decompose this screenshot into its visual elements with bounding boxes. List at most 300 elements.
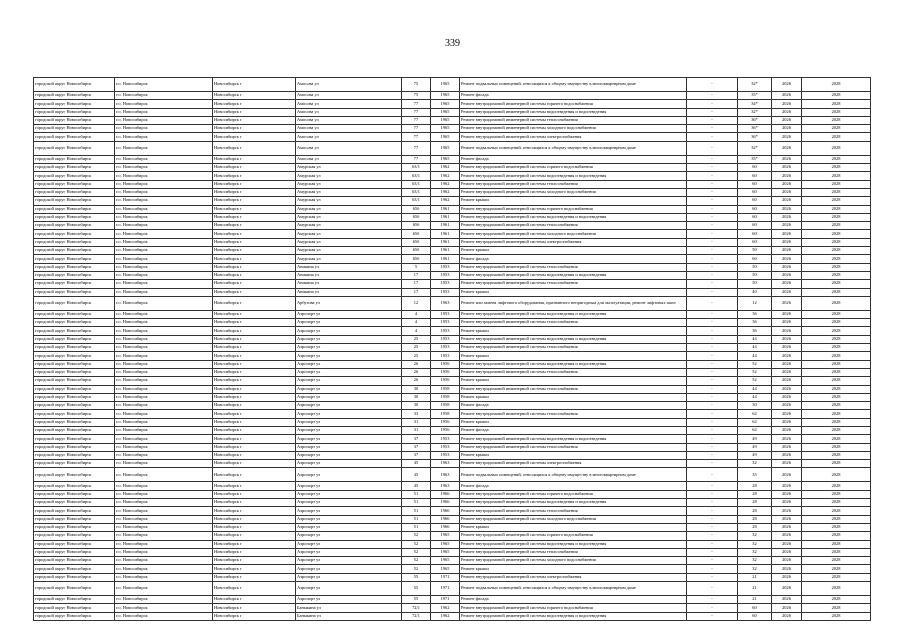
dash-cell: - (687, 499, 738, 507)
value-cell: 44 (738, 344, 772, 352)
municipality-cell: городской округ Новосибирск (34, 596, 115, 604)
house-number-cell: 26 (402, 368, 431, 376)
municipality-cell: городской округ Новосибирск (34, 523, 115, 531)
year-start-cell: 2026 (772, 108, 802, 116)
value-cell: 44 (738, 335, 772, 343)
year-start-cell: 2026 (772, 604, 802, 612)
municipality-cell: городской округ Новосибирск (34, 125, 115, 133)
table-row (34, 164, 871, 172)
table-row (34, 557, 871, 565)
year-start-cell: 2026 (772, 164, 802, 172)
year-start-cell: 2026 (772, 222, 802, 230)
year-end-cell: 2028 (802, 141, 871, 155)
city-cell: Новосибирск г (213, 385, 296, 393)
street-cell: Аэропорт ул (296, 565, 402, 573)
year-built-cell: 1965 (431, 532, 460, 540)
value-cell: 35* (738, 92, 772, 100)
district-cell: г.о. Новосибирск (115, 327, 213, 335)
dash-cell: - (687, 385, 738, 393)
table-row (34, 468, 871, 482)
district-cell: г.о. Новосибирск (115, 460, 213, 468)
year-end-cell: 2028 (802, 582, 871, 596)
city-cell: Новосибирск г (213, 263, 296, 271)
work-type-cell: Ремонт внутридомовой инженерной системы водоотведения и водоотведения (460, 499, 687, 507)
value-cell: 21 (738, 573, 772, 581)
value-cell: 34* (738, 100, 772, 108)
district-cell: г.о. Новосибирск (115, 213, 213, 221)
district-cell: г.о. Новосибирск (115, 344, 213, 352)
year-built-cell: 1962 (431, 172, 460, 180)
work-type-cell: Ремонт крыши (460, 327, 687, 335)
municipality-cell: городской округ Новосибирск (34, 344, 115, 352)
street-cell: Аэропорт ул (296, 410, 402, 418)
district-cell: г.о. Новосибирск (115, 155, 213, 163)
value-cell: 60 (738, 255, 772, 263)
table-row (34, 108, 871, 116)
house-number-cell: 55 (402, 573, 431, 581)
house-number-cell: 55 (402, 596, 431, 604)
work-type-cell: Ремонт фасада (460, 155, 687, 163)
year-start-cell: 2026 (772, 499, 802, 507)
work-type-cell: Ремонт внутридомовой инженерной системы холодного водоснабжения (460, 125, 687, 133)
dash-cell: - (687, 360, 738, 368)
city-cell: Новосибирск г (213, 197, 296, 205)
house-number-cell: 51 (402, 499, 431, 507)
house-number-cell: 33 (402, 410, 431, 418)
house-number-cell: 51 (402, 507, 431, 515)
work-type-cell: Ремонт внутридомовой инженерной системы электроснабжения (460, 133, 687, 141)
work-type-cell: Ремонт внутридомовой инженерной системы водоотведения и водоотведения (460, 435, 687, 443)
district-cell: г.о. Новосибирск (115, 319, 213, 327)
table-row (34, 188, 871, 196)
street-cell: Амурская ул (296, 188, 402, 196)
municipality-cell: городской округ Новосибирск (34, 352, 115, 360)
house-number-cell: 77 (402, 133, 431, 141)
year-built-cell: 1966 (431, 507, 460, 515)
city-cell: Новосибирск г (213, 116, 296, 124)
year-start-cell: 2026 (772, 230, 802, 238)
dash-cell: - (687, 155, 738, 163)
year-end-cell: 2028 (802, 418, 871, 426)
value-cell: 62 (738, 410, 772, 418)
year-end-cell: 2028 (802, 319, 871, 327)
year-end-cell: 2028 (802, 271, 871, 279)
city-cell: Новосибирск г (213, 180, 296, 188)
work-type-cell: Ремонт внутридомовой инженерной системы теплоснабжения (460, 548, 687, 556)
street-cell: Аэропорт ул (296, 460, 402, 468)
city-cell: Новосибирск г (213, 490, 296, 498)
street-cell: Аникина ул (296, 263, 402, 271)
year-start-cell: 2026 (772, 385, 802, 393)
year-built-cell: 1953 (431, 319, 460, 327)
district-cell: г.о. Новосибирск (115, 490, 213, 498)
value-cell: 60 (738, 238, 772, 246)
municipality-cell: городской округ Новосибирск (34, 188, 115, 196)
table-row (34, 230, 871, 238)
city-cell: Новосибирск г (213, 222, 296, 230)
year-start-cell: 2026 (772, 443, 802, 451)
district-cell: г.о. Новосибирск (115, 100, 213, 108)
work-type-cell: Ремонт или замена лифтового оборудования, признанного непригодным для эксплуатации, ремонт лифтовых шахт (460, 296, 687, 310)
value-cell: 36* (738, 133, 772, 141)
municipality-cell: городской округ Новосибирск (34, 116, 115, 124)
year-built-cell: 1956 (431, 368, 460, 376)
work-type-cell: Ремонт внутридомовой инженерной системы теплоснабжения (460, 180, 687, 188)
value-cell: 40 (738, 288, 772, 296)
dash-cell: - (687, 565, 738, 573)
city-cell: Новосибирск г (213, 523, 296, 531)
value-cell: 60 (738, 164, 772, 172)
table-row (34, 352, 871, 360)
table-row (34, 507, 871, 515)
district-cell: г.о. Новосибирск (115, 582, 213, 596)
street-cell: Аэропорт ул (296, 573, 402, 581)
year-built-cell: 1956 (431, 426, 460, 434)
value-cell: 44 (738, 385, 772, 393)
year-end-cell: 2028 (802, 507, 871, 515)
table-row (34, 344, 871, 352)
year-end-cell: 2028 (802, 523, 871, 531)
work-type-cell: Ремонт фасада (460, 596, 687, 604)
year-built-cell: 1961 (431, 213, 460, 221)
year-start-cell: 2026 (772, 125, 802, 133)
city-cell: Новосибирск г (213, 604, 296, 612)
dash-cell: - (687, 335, 738, 343)
house-number-cell: 55 (402, 582, 431, 596)
house-number-cell: 4 (402, 319, 431, 327)
table-row (34, 205, 871, 213)
year-built-cell: 1961 (431, 255, 460, 263)
district-cell: г.о. Новосибирск (115, 360, 213, 368)
table-row (34, 280, 871, 288)
municipality-cell: городской округ Новосибирск (34, 490, 115, 498)
value-cell: 60 (738, 197, 772, 205)
house-number-cell: 25 (402, 352, 431, 360)
house-number-cell: 37 (402, 451, 431, 459)
year-built-cell: 1963 (431, 482, 460, 490)
house-number-cell: 52 (402, 540, 431, 548)
municipality-cell: городской округ Новосибирск (34, 557, 115, 565)
street-cell: Баныкина ул (296, 604, 402, 612)
work-type-cell: Ремонт внутридомовой инженерной системы водоотведения и водоотведения (460, 213, 687, 221)
year-built-cell: 1953 (431, 288, 460, 296)
municipality-cell: городской округ Новосибирск (34, 197, 115, 205)
house-number-cell: 31 (402, 426, 431, 434)
city-cell: Новосибирск г (213, 426, 296, 434)
year-end-cell: 2028 (802, 155, 871, 163)
table-row (34, 402, 871, 410)
table-row (34, 410, 871, 418)
municipality-cell: городской округ Новосибирск (34, 155, 115, 163)
municipality-cell: городской округ Новосибирск (34, 377, 115, 385)
city-cell: Новосибирск г (213, 100, 296, 108)
year-built-cell: 1966 (431, 523, 460, 531)
municipality-cell: городской округ Новосибирск (34, 468, 115, 482)
district-cell: г.о. Новосибирск (115, 141, 213, 155)
year-end-cell: 2028 (802, 344, 871, 352)
municipality-cell: городской округ Новосибирск (34, 247, 115, 255)
district-cell: г.о. Новосибирск (115, 385, 213, 393)
year-end-cell: 2028 (802, 499, 871, 507)
dash-cell: - (687, 213, 738, 221)
table-row (34, 377, 871, 385)
municipality-cell: городской округ Новосибирск (34, 180, 115, 188)
house-number-cell: 77 (402, 116, 431, 124)
dash-cell: - (687, 164, 738, 172)
year-start-cell: 2026 (772, 482, 802, 490)
year-start-cell: 2026 (772, 271, 802, 279)
year-start-cell: 2026 (772, 310, 802, 318)
year-built-cell: 1961 (431, 230, 460, 238)
city-cell: Новосибирск г (213, 443, 296, 451)
city-cell: Новосибирск г (213, 499, 296, 507)
district-cell: г.о. Новосибирск (115, 377, 213, 385)
municipality-cell: городской округ Новосибирск (34, 164, 115, 172)
district-cell: г.о. Новосибирск (115, 180, 213, 188)
dash-cell: - (687, 271, 738, 279)
year-start-cell: 2026 (772, 410, 802, 418)
district-cell: г.о. Новосибирск (115, 482, 213, 490)
year-end-cell: 2028 (802, 280, 871, 288)
table-row (34, 604, 871, 612)
municipality-cell: городской округ Новосибирск (34, 393, 115, 401)
year-built-cell: 1966 (431, 499, 460, 507)
year-start-cell: 2026 (772, 393, 802, 401)
district-cell: г.о. Новосибирск (115, 247, 213, 255)
house-number-cell: 30 (402, 402, 431, 410)
dash-cell: - (687, 604, 738, 612)
value-cell: 50 (738, 263, 772, 271)
year-built-cell: 1965 (431, 108, 460, 116)
value-cell: 32 (738, 548, 772, 556)
table-row (34, 335, 871, 343)
year-end-cell: 2028 (802, 255, 871, 263)
dash-cell: - (687, 100, 738, 108)
year-built-cell: 1965 (431, 557, 460, 565)
street-cell: Аникина ул (296, 288, 402, 296)
house-number-cell: 17 (402, 280, 431, 288)
year-end-cell: 2028 (802, 263, 871, 271)
municipality-cell: городской округ Новосибирск (34, 604, 115, 612)
table-row (34, 238, 871, 246)
year-end-cell: 2028 (802, 426, 871, 434)
municipality-cell: городской округ Новосибирск (34, 255, 115, 263)
work-type-cell: Ремонт внутридомовой инженерной системы электроснабжения (460, 573, 687, 581)
value-cell: 44 (738, 393, 772, 401)
municipality-cell: городской округ Новосибирск (34, 296, 115, 310)
city-cell: Новосибирск г (213, 155, 296, 163)
work-type-cell: Ремонт внутридомовой инженерной системы теплоснабжения (460, 263, 687, 271)
work-type-cell: Ремонт внутридомовой инженерной системы водоотведения и водоотведения (460, 540, 687, 548)
street-cell: Амурская ул (296, 247, 402, 255)
city-cell: Новосибирск г (213, 230, 296, 238)
dash-cell: - (687, 532, 738, 540)
table-row (34, 532, 871, 540)
district-cell: г.о. Новосибирск (115, 565, 213, 573)
year-start-cell: 2026 (772, 116, 802, 124)
table-row (34, 92, 871, 100)
year-built-cell: 1953 (431, 435, 460, 443)
city-cell: Новосибирск г (213, 188, 296, 196)
value-cell: 28 (738, 490, 772, 498)
year-start-cell: 2026 (772, 532, 802, 540)
work-type-cell: Ремонт внутридомовой инженерной системы водоотведения и водоотведения (460, 172, 687, 180)
dash-cell: - (687, 410, 738, 418)
street-cell: Аэропорт ул (296, 377, 402, 385)
year-end-cell: 2028 (802, 288, 871, 296)
house-number-cell: 65б (402, 230, 431, 238)
street-cell: Аникина ул (296, 280, 402, 288)
street-cell: Аэропорт ул (296, 352, 402, 360)
dash-cell: - (687, 596, 738, 604)
dash-cell: - (687, 352, 738, 360)
dash-cell: - (687, 435, 738, 443)
table-row (34, 385, 871, 393)
year-end-cell: 2028 (802, 205, 871, 213)
year-end-cell: 2028 (802, 490, 871, 498)
municipality-cell: городской округ Новосибирск (34, 426, 115, 434)
house-number-cell: 63/1 (402, 180, 431, 188)
year-end-cell: 2028 (802, 402, 871, 410)
work-type-cell: Ремонт крыши (460, 247, 687, 255)
value-cell: 52 (738, 368, 772, 376)
street-cell: Амурская ул (296, 230, 402, 238)
dash-cell: - (687, 612, 738, 620)
street-cell: Аэропорт ул (296, 582, 402, 596)
district-cell: г.о. Новосибирск (115, 108, 213, 116)
year-end-cell: 2028 (802, 92, 871, 100)
dash-cell: - (687, 557, 738, 565)
dash-cell: - (687, 108, 738, 116)
district-cell: г.о. Новосибирск (115, 418, 213, 426)
value-cell: 60 (738, 172, 772, 180)
repair-schedule-table (33, 77, 871, 621)
street-cell: Амурская ул (296, 164, 402, 172)
city-cell: Новосибирск г (213, 393, 296, 401)
year-built-cell: 1953 (431, 451, 460, 459)
street-cell: Аэропорт ул (296, 532, 402, 540)
year-end-cell: 2028 (802, 443, 871, 451)
street-cell: Аэропорт ул (296, 523, 402, 531)
value-cell: 49 (738, 451, 772, 459)
value-cell: 52 (738, 360, 772, 368)
municipality-cell: городской округ Новосибирск (34, 499, 115, 507)
house-number-cell: 5 (402, 263, 431, 271)
house-number-cell: 75 (402, 78, 431, 92)
year-built-cell: 1966 (431, 490, 460, 498)
street-cell: Аэропорт ул (296, 393, 402, 401)
work-type-cell: Ремонт внутридомовой инженерной системы водоотведения и водоотведения (460, 271, 687, 279)
street-cell: Амурская ул (296, 180, 402, 188)
dash-cell: - (687, 133, 738, 141)
house-number-cell: 12 (402, 296, 431, 310)
value-cell: 32 (738, 565, 772, 573)
city-cell: Новосибирск г (213, 410, 296, 418)
table-row (34, 523, 871, 531)
house-number-cell: 17 (402, 271, 431, 279)
year-built-cell: 1953 (431, 335, 460, 343)
street-cell: Амурская ул (296, 222, 402, 230)
year-start-cell: 2026 (772, 255, 802, 263)
dash-cell: - (687, 443, 738, 451)
district-cell: г.о. Новосибирск (115, 402, 213, 410)
city-cell: Новосибирск г (213, 612, 296, 620)
house-number-cell: 52 (402, 557, 431, 565)
year-start-cell: 2026 (772, 596, 802, 604)
value-cell: 28 (738, 499, 772, 507)
dash-cell: - (687, 78, 738, 92)
district-cell: г.о. Новосибирск (115, 288, 213, 296)
house-number-cell: 37 (402, 443, 431, 451)
house-number-cell: 65б (402, 255, 431, 263)
value-cell: 50 (738, 247, 772, 255)
city-cell: Новосибирск г (213, 141, 296, 155)
house-number-cell: 63/1 (402, 197, 431, 205)
year-start-cell: 2026 (772, 344, 802, 352)
street-cell: Амосова ул (296, 100, 402, 108)
table-row (34, 116, 871, 124)
street-cell: Амурская ул (296, 213, 402, 221)
work-type-cell: Ремонт внутридомовой инженерной системы горячего водоснабжения (460, 100, 687, 108)
value-cell: 36 (738, 327, 772, 335)
district-cell: г.о. Новосибирск (115, 197, 213, 205)
year-end-cell: 2028 (802, 335, 871, 343)
municipality-cell: городской округ Новосибирск (34, 612, 115, 620)
municipality-cell: городской округ Новосибирск (34, 141, 115, 155)
dash-cell: - (687, 344, 738, 352)
year-start-cell: 2026 (772, 197, 802, 205)
house-number-cell: 51 (402, 490, 431, 498)
street-cell: Аэропорт ул (296, 402, 402, 410)
year-start-cell: 2026 (772, 92, 802, 100)
street-cell: Амурская ул (296, 238, 402, 246)
street-cell: Аэропорт ул (296, 451, 402, 459)
value-cell: 28 (738, 507, 772, 515)
work-type-cell: Ремонт крыши (460, 451, 687, 459)
city-cell: Новосибирск г (213, 296, 296, 310)
year-end-cell: 2028 (802, 238, 871, 246)
year-built-cell: 1961 (431, 247, 460, 255)
work-type-cell: Ремонт внутридомовой инженерной системы электроснабжения (460, 460, 687, 468)
municipality-cell: городской округ Новосибирск (34, 418, 115, 426)
house-number-cell: 4 (402, 310, 431, 318)
house-number-cell: 17 (402, 288, 431, 296)
city-cell: Новосибирск г (213, 482, 296, 490)
year-built-cell: 1963 (431, 468, 460, 482)
dash-cell: - (687, 222, 738, 230)
value-cell: 62 (738, 426, 772, 434)
year-end-cell: 2028 (802, 352, 871, 360)
municipality-cell: городской округ Новосибирск (34, 78, 115, 92)
table-row (34, 327, 871, 335)
work-type-cell: Ремонт внутридомовой инженерной системы теплоснабжения (460, 116, 687, 124)
work-type-cell: Ремонт внутридомовой инженерной системы водоотведения и водоотведения (460, 335, 687, 343)
house-number-cell: 30 (402, 393, 431, 401)
city-cell: Новосибирск г (213, 418, 296, 426)
work-type-cell: Ремонт подвальных помещений, относящихся к общему имуществу в многоквартирном доме (460, 582, 687, 596)
city-cell: Новосибирск г (213, 172, 296, 180)
table-row (34, 197, 871, 205)
year-built-cell: 1962 (431, 197, 460, 205)
value-cell: 32 (738, 557, 772, 565)
table-row (34, 271, 871, 279)
municipality-cell: городской округ Новосибирск (34, 410, 115, 418)
year-end-cell: 2028 (802, 548, 871, 556)
year-start-cell: 2026 (772, 352, 802, 360)
district-cell: г.о. Новосибирск (115, 573, 213, 581)
street-cell: Амосова ул (296, 116, 402, 124)
year-built-cell: 1962 (431, 180, 460, 188)
